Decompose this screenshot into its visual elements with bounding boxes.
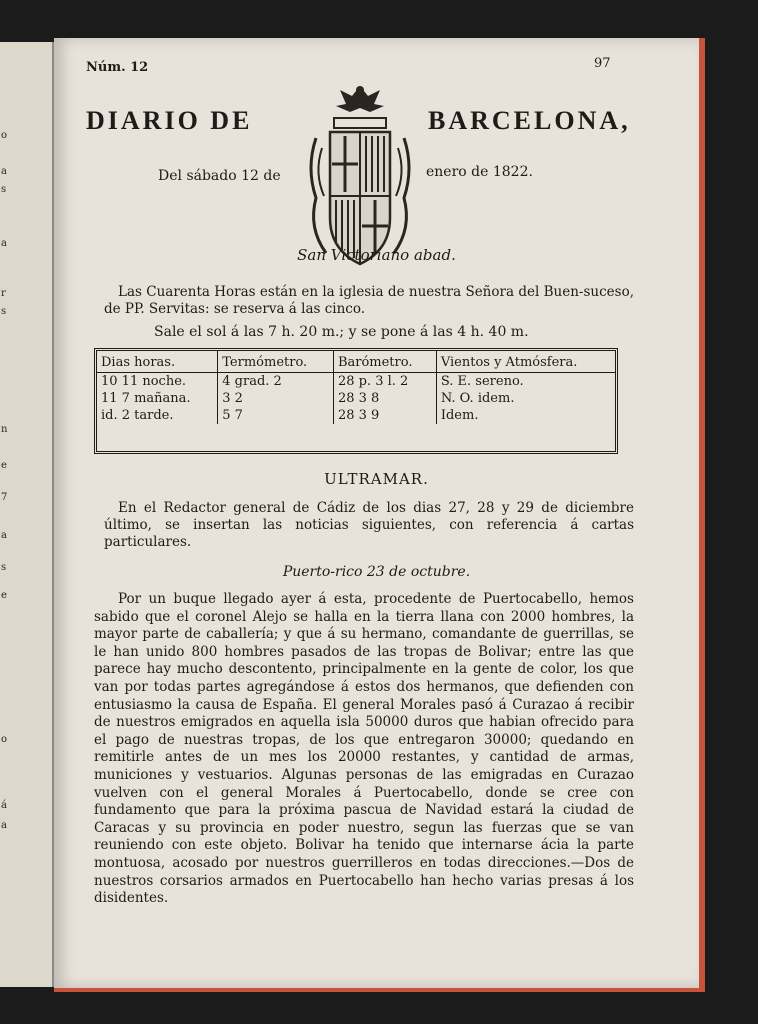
article-body: Por un buque llegado ayer á esta, procedente de Puertocabello, hemos sabido que el coronel Alejo se halla en la tierra llana con 2000 hombres, la mayor parte de caballería; y que á su hermano, comandante de guerrillas, se le han unido 800 hombres pasados de las tropas de Bolivar; entre las que parece hay mucho descontento, principalmente en la gente de color, los que van por todas partes agregándose á estos dos hermanos, que defienden con entusiasmo la causa de España. El general Morales pasó á Curazao á recibir de nuestros emigrados en aquella isla 50000 duros que habian ofrecido para el pago de nuestras tropas, de los que entregaron 30000; quedando en remitirle antes de un mes los 20000 restantes, y cantidad de armas, municiones y vestuarios. Algunas personas de las emigradas en Curazao vuelven con el general Morales á Puertocabello, donde se cree con fundamento que para la próxima pascua de Navidad estará la ciudad de Caracas y su provincia en poder nuestro, segun las fuerzas que se van reuniendo con este objeto. Bolivar ha tenido que internarse ácia la parte montuosa, acosado por nuestros guerrilleros en todas direcciones.—Dos de nuestros corsarios armados en Puertocabello han hecho varias presas á los disidentes. bbox=[94, 591, 634, 907]
weather-cell: N. O. idem. bbox=[440, 391, 515, 406]
left-fragment: r bbox=[1, 288, 6, 299]
left-fragment: o bbox=[1, 734, 8, 745]
weather-cell: 10 11 noche. bbox=[97, 373, 218, 391]
weather-cell: 28 3 9 bbox=[333, 407, 436, 424]
weather-table bbox=[94, 348, 618, 454]
left-fragment: s bbox=[1, 562, 7, 573]
weather-row bbox=[97, 407, 615, 424]
masthead-right: BARCELONA, bbox=[428, 106, 631, 135]
weather-header: Dias horas. bbox=[97, 351, 218, 373]
left-fragment: e bbox=[1, 460, 7, 471]
dateline-subheading: Puerto-rico 23 de octubre. bbox=[282, 564, 471, 580]
page-number: 97 bbox=[594, 56, 611, 71]
left-fragment: n bbox=[1, 424, 8, 435]
weather-header: Vientos y Atmósfera. bbox=[436, 351, 615, 373]
weather-cell: S. E. sereno. bbox=[440, 374, 524, 389]
left-fragment: a bbox=[1, 166, 7, 177]
forty-hours-notice: Las Cuarenta Horas están en la iglesia de nuestra Señora del Buen-suceso, de PP. Servitas: se reserva á las cinco. bbox=[104, 284, 634, 317]
weather-header: Termómetro. bbox=[218, 351, 334, 373]
date-right: enero de 1822. bbox=[426, 164, 533, 180]
left-fragment: o bbox=[1, 130, 8, 141]
weather-cell: Idem. bbox=[440, 408, 479, 423]
left-fragment: 7 bbox=[1, 492, 8, 503]
weather-row bbox=[97, 373, 615, 391]
issue-number: Núm. 12 bbox=[86, 60, 149, 75]
left-fragment: e bbox=[1, 590, 7, 601]
weather-row bbox=[97, 390, 615, 407]
section-title: ULTRAMAR. bbox=[324, 470, 429, 488]
left-page-edge bbox=[0, 42, 54, 987]
sunrise-sunset: Sale el sol á las 7 h. 20 m.; y se pone á las 4 h. 40 m. bbox=[154, 324, 529, 340]
weather-cell: 5 7 bbox=[218, 407, 334, 424]
left-fragment: s bbox=[1, 306, 7, 317]
masthead-left: DIARIO DE bbox=[86, 106, 253, 135]
left-fragment: a bbox=[1, 238, 7, 249]
weather-cell: 4 grad. 2 bbox=[218, 373, 334, 391]
weather-cell: id. 2 tarde. bbox=[97, 407, 218, 424]
weather-cell: 28 3 8 bbox=[333, 390, 436, 407]
saint-of-day: San Victoriano abad. bbox=[297, 246, 456, 264]
left-fragment: a bbox=[1, 530, 7, 541]
weather-cell: 28 p. 3 l. 2 bbox=[333, 373, 436, 391]
weather-cell: 3 2 bbox=[218, 390, 334, 407]
intro-paragraph: En el Redactor general de Cádiz de los dias 27, 28 y 29 de diciembre último, se insertan las noticias siguientes, con referencia á cartas particulares. bbox=[104, 500, 634, 550]
newspaper-page bbox=[54, 38, 705, 992]
left-fragment: s bbox=[1, 184, 7, 195]
weather-cell: 11 7 mañana. bbox=[97, 390, 218, 407]
date-left: Del sábado 12 de bbox=[158, 168, 281, 184]
left-fragment: a bbox=[1, 820, 7, 831]
weather-header: Barómetro. bbox=[333, 351, 436, 373]
left-fragment: á bbox=[1, 800, 7, 811]
